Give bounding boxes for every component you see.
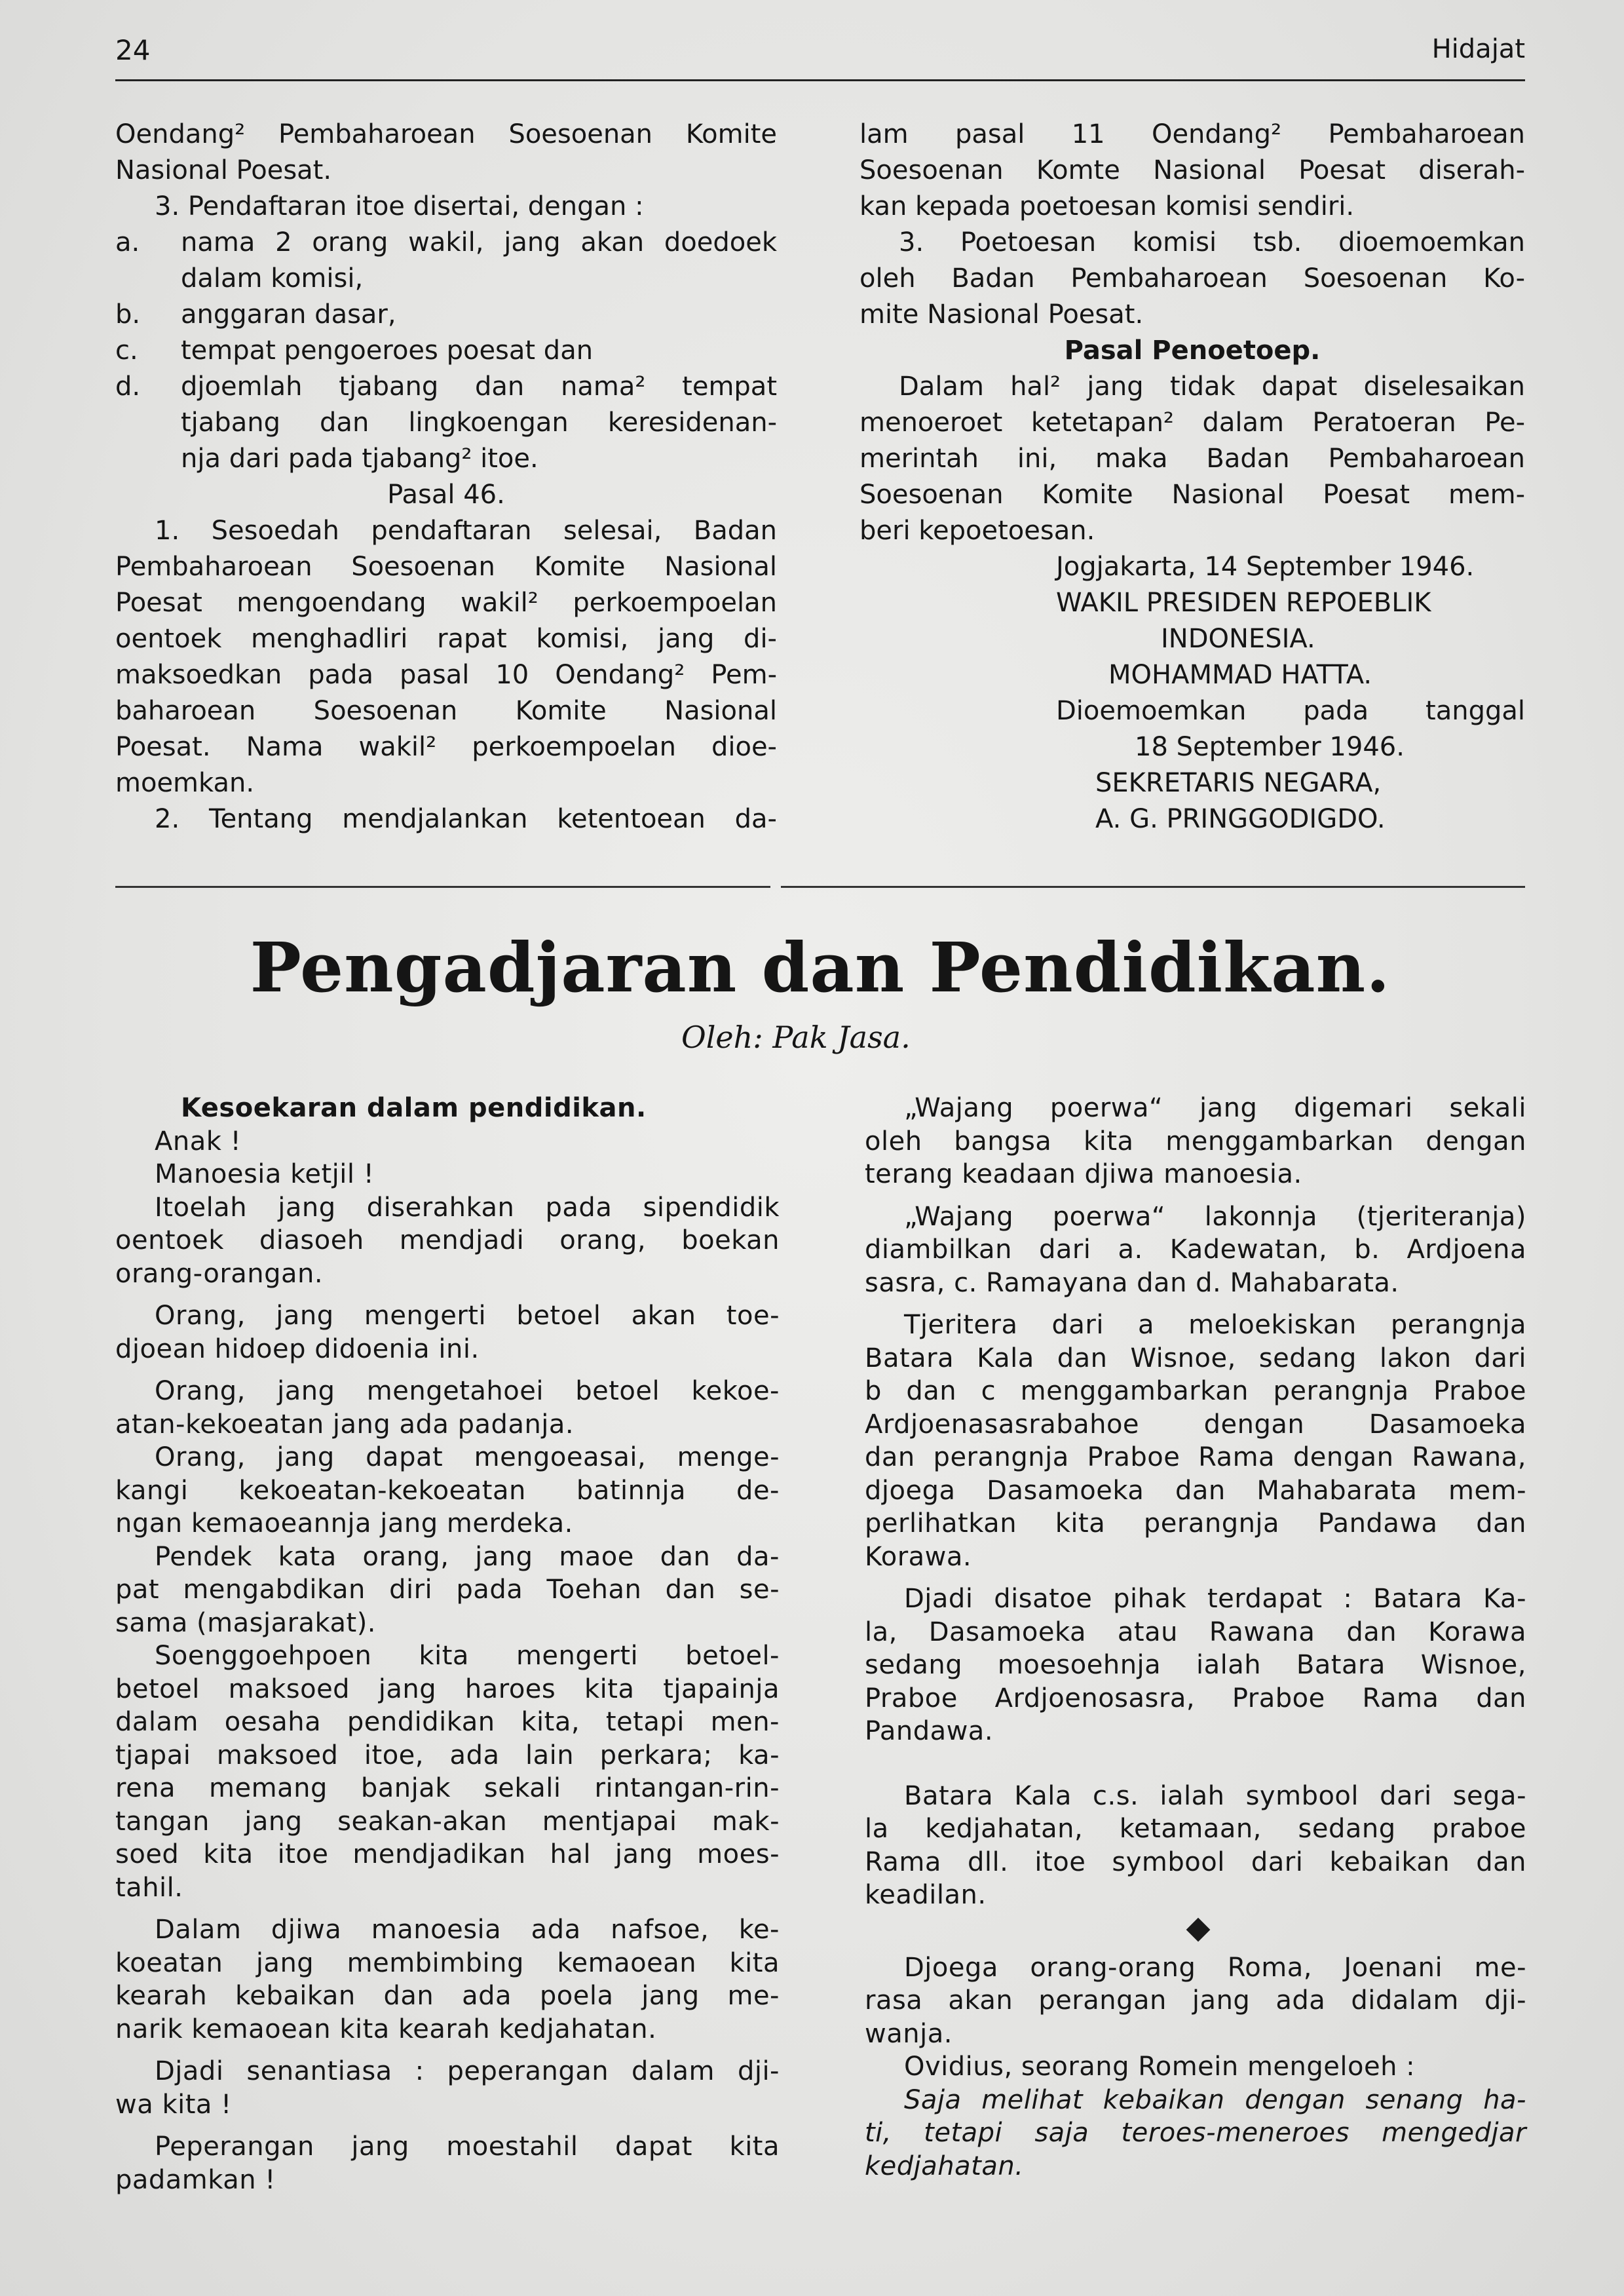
text-line: betoel maksoed jang haroes kita tjapainja [115,1674,780,1704]
text-line: Orang, jang mengerti betoel akan toe- [155,1301,780,1331]
signatory-name: MOHAMMAD HATTA. [1108,660,1372,690]
text-line: Praboe Ardjoenosasra, Praboe Rama dan [865,1683,1526,1713]
text-line: Peperangan jang moestahil dapat kita [155,2132,780,2162]
bottom-left-column [115,1092,780,2196]
diamond-ornament-icon [1186,1917,1211,1942]
text-line: Pembaharoean Soesoenan Komite Nasional [115,552,777,582]
pasal-penoetoep-heading: Pasal Penoetoep. [1064,335,1321,366]
list-text: tjabang dan lingkoengan keresidenan- [181,408,777,438]
article-title: Pengadjaran dan Pendidikan. [250,927,1391,1008]
text-line: 3. Poetoesan komisi tsb. dioemoemkan [899,227,1525,258]
text-line: Djadi disatoe pihak terdapat : Batara Ka- [904,1584,1526,1614]
text-line: pat mengabdikan diri pada Toehan dan se- [115,1575,780,1605]
list-text: nama 2 orang wakil, jang akan doedoek [181,227,777,258]
page-number: 24 [115,34,151,66]
text-line: diambilkan dari a. Kadewatan, b. Ardjoena [865,1234,1526,1265]
text-line: ngan kemaoeannja jang merdeka. [115,1508,573,1539]
text-line: Tjeritera dari a meloekiskan perangnja [904,1310,1526,1340]
text-line: sasra, c. Ramayana dan d. Mahabarata. [865,1267,1399,1298]
list-marker: c. [115,335,138,366]
quote-line: kedjahatan. [865,2151,1024,2181]
list-item [115,225,777,261]
text-line: Pandawa. [865,1716,994,1746]
text-line: perlihatkan kita perangnja Pandawa dan [865,1508,1526,1539]
text-line: djoega Dasamoeka dan Mahabarata mem- [865,1475,1526,1506]
text-line: maksoedkan pada pasal 10 Oendang² Pem- [115,660,777,690]
text-line: mite Nasional Poesat. [859,299,1144,330]
text-line: tjapai maksoed itoe, ada lain perkara; ka- [115,1740,780,1770]
text-line: rasa akan perangan jang ada didalam dji- [865,1985,1526,2016]
text-line: Djadi senantiasa : peperangan dalam dji- [155,2056,780,2086]
text-line: Soesoenan Komite Nasional Poesat mem- [859,480,1525,510]
text-line: keadilan. [865,1880,987,1910]
text-line: wanja. [865,2018,953,2049]
text-line: soed kita itoe mendjadikan hal jang moes- [115,1839,780,1869]
text-line: sedang moesoehnja ialah Batara Wisnoe, [865,1650,1526,1680]
top-right-column [859,117,1525,837]
text-line: lam pasal 11 Oendang² Pembaharoean [859,119,1525,149]
text-line: Rama dll. itoe symbool dari kebaikan dan [865,1846,1526,1877]
list-text: tempat pengoeroes poesat dan [181,335,594,366]
list-marker: b. [115,299,141,330]
quote-line: Saja melihat kebaikan dengan senang ha- [904,2084,1526,2115]
text-line: Djoega orang-orang Roma, Joenani me- [904,1952,1526,1983]
text-line: oentoek diasoeh mendjadi orang, boekan [115,1225,780,1255]
text-line: atan-kekoeatan jang ada padanja. [115,1409,575,1440]
text-line: tahil. [115,1872,183,1903]
text-line: Itoelah jang diserahkan pada sipendidik [155,1192,780,1223]
text-line: beri kepoetoesan. [859,516,1095,546]
promulgation-date: 18 September 1946. [1135,732,1405,762]
text-line: Oendang² Pembaharoean Soesoenan Komite [115,119,777,149]
text-line: kan kepada poetoesan komisi sendiri. [859,191,1355,221]
text-line: kearah kebaikan dan ada poela jang me- [115,1981,780,2011]
text-line: dan perangnja Praboe Rama dengan Rawana, [865,1442,1526,1472]
text-line: Pendek kata orang, jang maoe dan da- [155,1541,780,1572]
list-text: nja dari pada tjabang² itoe. [181,444,538,474]
text-line: la kedjahatan, ketamaan, sedang praboe [865,1814,1526,1844]
text-line: sama (masjarakat). [115,1607,377,1638]
journal-name: Hidajat [1431,34,1525,64]
top-left-column [115,117,777,837]
text-line: kangi kekoeatan-kekoeatan batinnja de- [115,1475,780,1506]
article-byline: Oleh: Pak Jasa. [681,1020,911,1055]
text-line: 1. Sesoedah pendaftaran selesai, Badan [155,516,777,546]
text-line: terang keadaan djiwa manoesia. [865,1159,1302,1189]
page-header [115,34,1525,81]
text-line: rena memang banjak sekali rintangan-rin- [115,1773,780,1803]
text-line: Dalam hal² jang tidak dapat diselesaikan [899,372,1525,402]
text-line: Soenggoehpoen kita mengerti betoel- [155,1641,780,1671]
text-line: Ovidius, seorang Romein mengeloeh : [904,2052,1416,2082]
text-line: merintah ini, maka Badan Pembaharoean [859,444,1525,474]
text-line: oleh Badan Pembaharoean Soesoenan Ko- [859,263,1525,294]
text-line: moemkan. [115,768,255,798]
text-line: narik kemaoean kita kearah kedjahatan. [115,2014,657,2044]
text-line: koeatan jang membimbing kemaoean kita [115,1947,780,1978]
text-line: Manoesia ketjil ! [155,1159,375,1189]
list-item [115,297,777,333]
list-item [115,333,777,369]
signatory-title: WAKIL PRESIDEN REPOEBLIK [1056,588,1431,618]
header-rule [115,79,1525,81]
bottom-right-column [865,1092,1526,2183]
text-line: Batara Kala c.s. ialah symbool dari sega- [904,1780,1526,1811]
text-line: Orang, jang dapat mengoeasai, menge- [155,1442,780,1472]
list-text: djoemlah tjabang dan nama² tempat [181,372,777,402]
text-line: b dan c menggambarkan perangnja Praboe [865,1376,1526,1406]
signatory-title: INDONESIA. [1161,624,1315,654]
text-line: dalam oesaha pendidikan kita, tetapi men- [115,1707,780,1737]
text-line: menoeroet ketetapan² dalam Peratoeran Pe- [859,408,1525,438]
text-line: 2. Tentang mendjalankan ketentoean da- [155,804,777,834]
text-line: djoean hidoep didoenia ini. [115,1333,480,1364]
quote-line: ti, tetapi saja teroes-meneroes mengedjar [865,2118,1526,2148]
text-line: tangan jang seakan-akan mentjapai mak- [115,1806,780,1837]
list-item [115,369,777,405]
text-line: oleh bangsa kita menggambarkan dengan [865,1126,1526,1157]
signatory-name: A. G. PRINGGODIGDO. [1095,804,1386,834]
section-rule [781,886,1525,888]
text-line: Orang, jang mengetahoei betoel kekoe- [155,1376,780,1406]
list-marker: d. [115,372,141,402]
signing-date: Jogjakarta, 14 September 1946. [1056,552,1475,582]
pasal-heading: Pasal 46. [387,480,505,510]
text-line: wa kita ! [115,2089,232,2120]
text-line: Korawa. [865,1541,972,1572]
text-line: Nasional Poesat. [115,155,332,185]
text-line: 3. Pendaftaran itoe disertai, dengan : [155,191,644,221]
text-line: la, Dasamoeka atau Rawana dan Korawa [865,1617,1526,1647]
text-line: Dalam djiwa manoesia ada nafsoe, ke- [155,1915,780,1945]
text-line: baharoean Soesoenan Komite Nasional [115,696,777,726]
text-line: orang-orangan. [115,1258,324,1289]
text-line: oentoek menghadliri rapat komisi, jang di- [115,624,777,654]
section-rule [115,886,770,888]
text-line: Anak ! [155,1126,242,1157]
section-heading: Kesoekaran dalam pendidikan. [181,1093,647,1123]
text-line: „Wajang poerwa“ lakonnja (tjeriteranja) [904,1201,1526,1232]
list-marker: a. [115,227,140,258]
text-line: padamkan ! [115,2164,276,2195]
text-line: Soesoenan Komte Nasional Poesat diserah- [859,155,1525,185]
text-line: Ardjoenasasrabahoe dengan Dasamoeka [865,1409,1526,1440]
list-text: anggaran dasar, [181,299,396,330]
text-line: Poesat. Nama wakil² perkoempoelan dioe- [115,732,777,762]
text-line: „Wajang poerwa“ jang digemari sekali [904,1093,1526,1123]
list-text: dalam komisi, [181,263,364,294]
signatory-title: SEKRETARIS NEGARA, [1095,768,1382,798]
text-line: Poesat mengoendang wakil² perkoempoelan [115,588,777,618]
text-line: Batara Kala dan Wisnoe, sedang lakon dari [865,1343,1526,1373]
promulgation-line: Dioemoemkan pada tanggal [1056,696,1525,726]
